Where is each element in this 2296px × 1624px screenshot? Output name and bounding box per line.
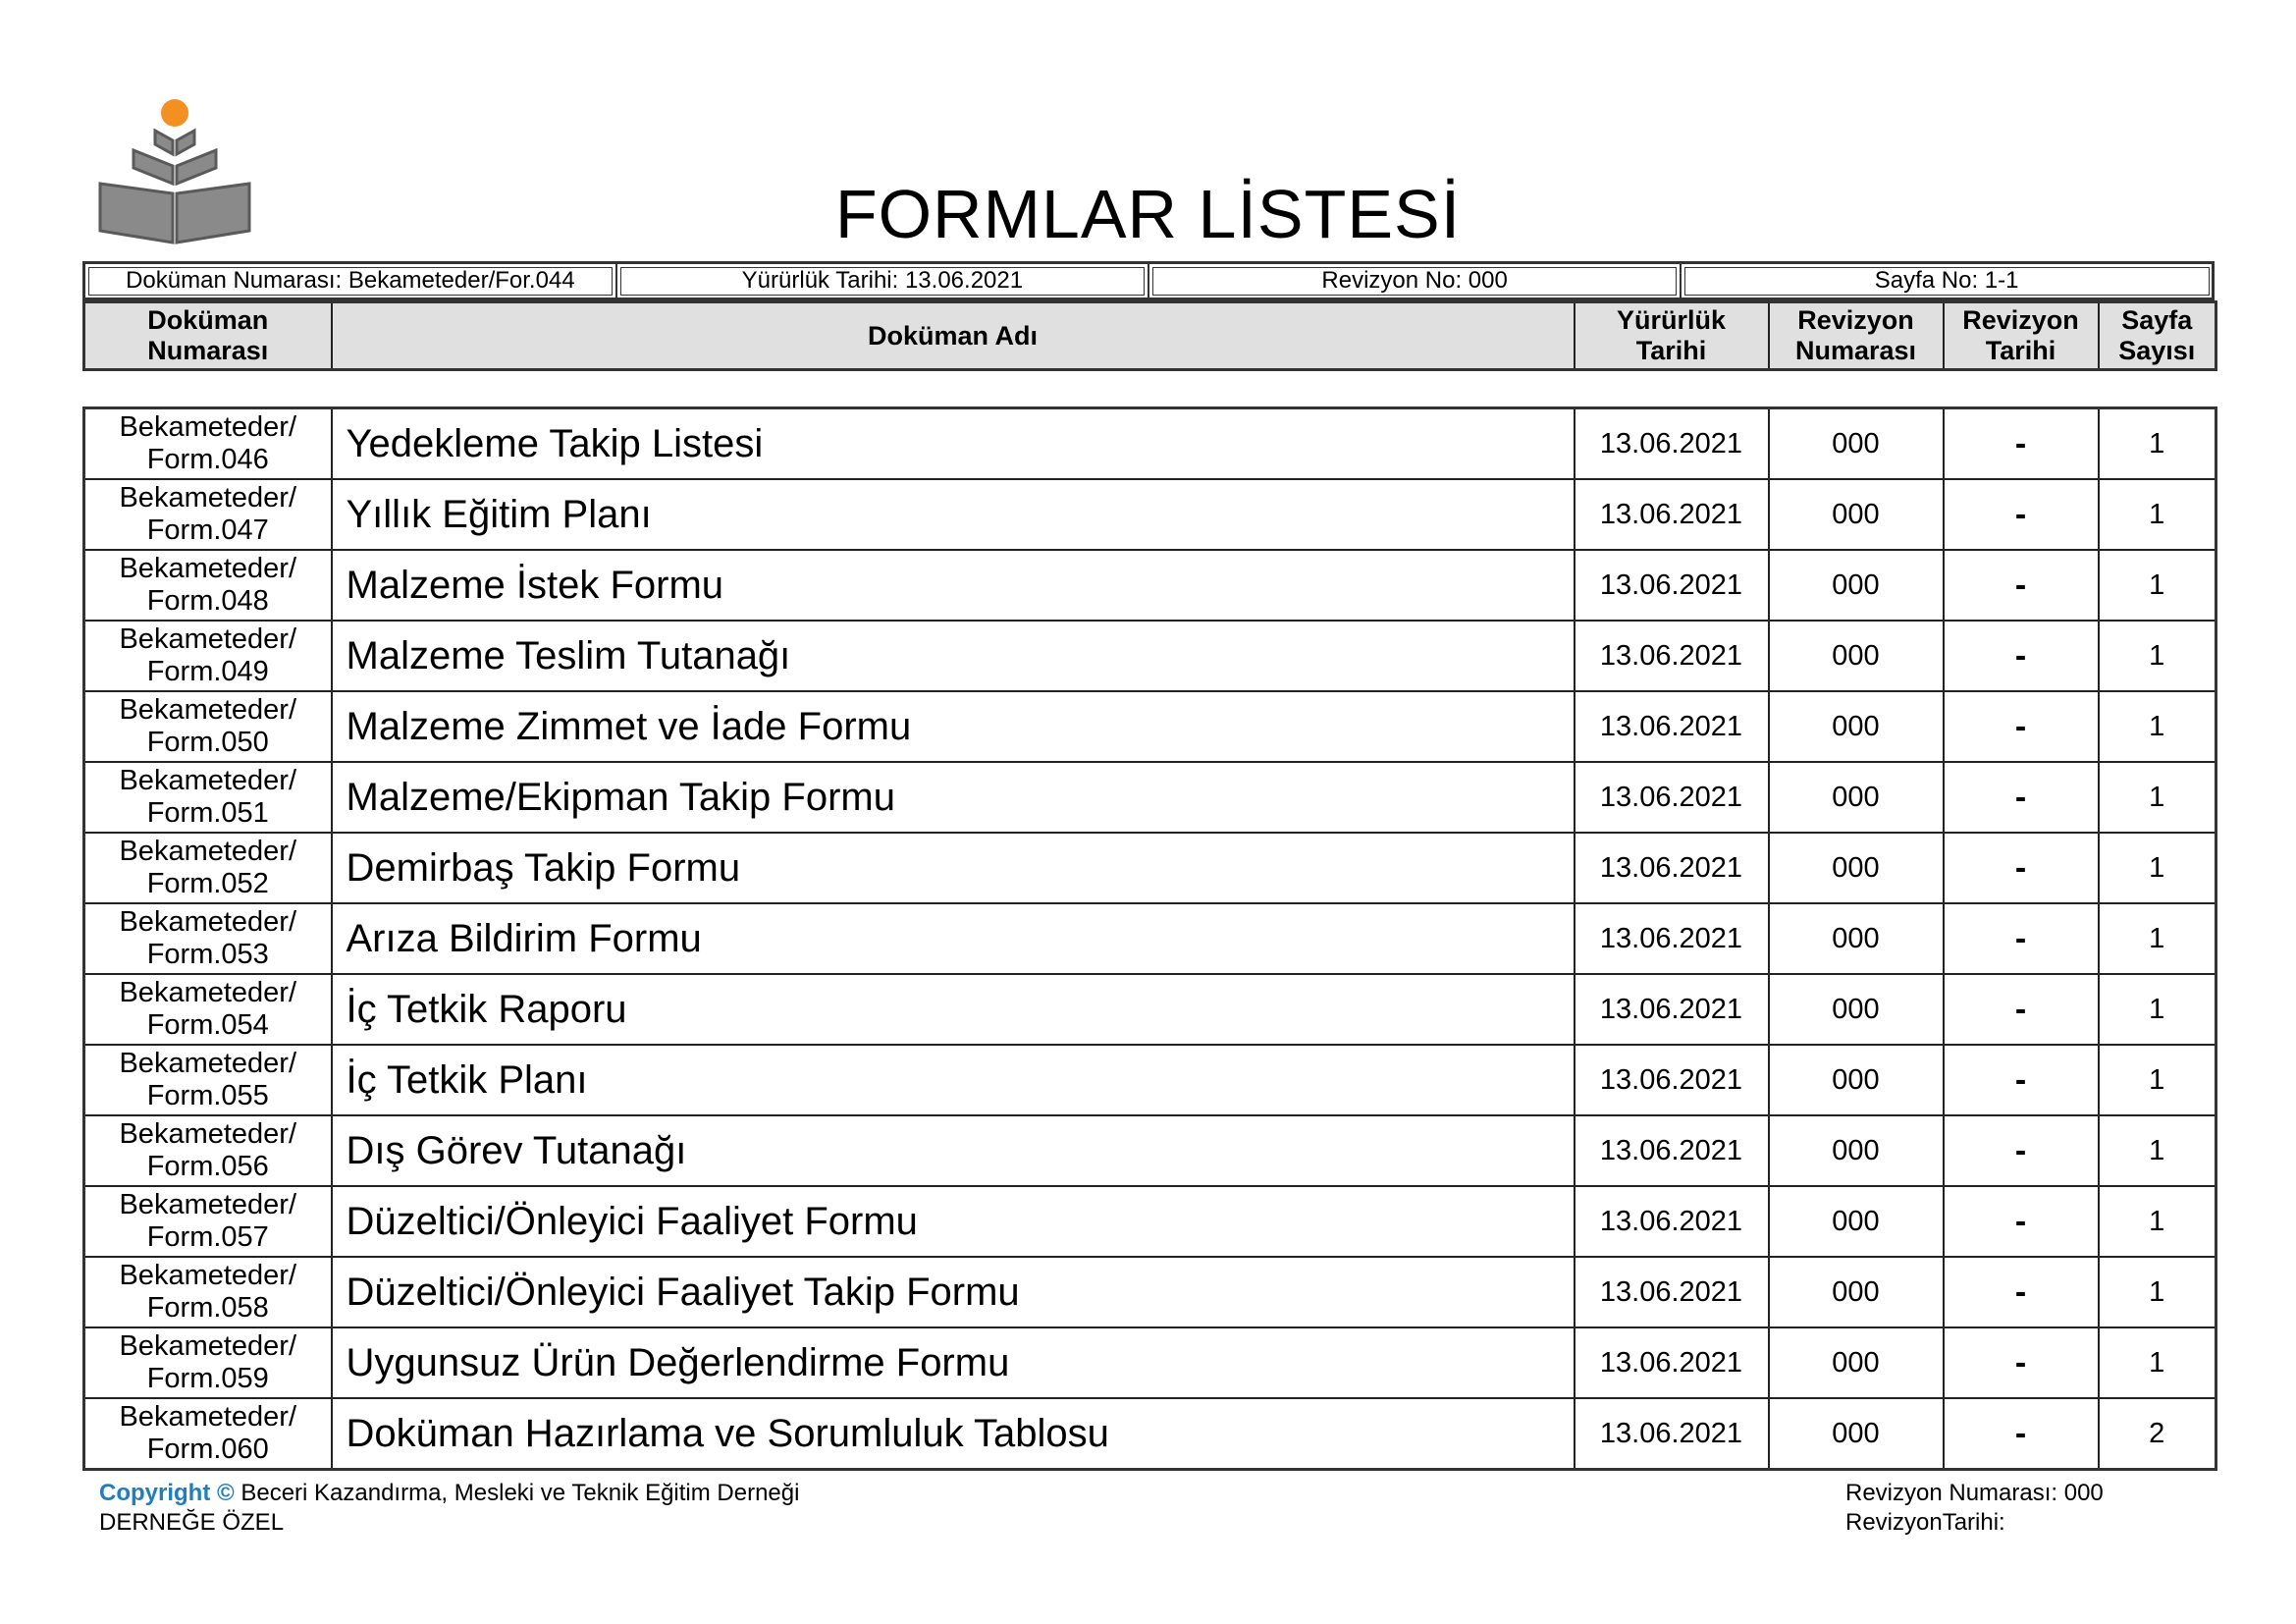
row-effective-date: 13.06.2021: [1575, 1257, 1769, 1327]
col-effective-date: Yürürlük Tarihi: [1575, 302, 1769, 370]
row-doc-no: Bekameteder/ Form.051: [84, 762, 332, 833]
row-revision-date: -: [1944, 974, 2099, 1045]
row-doc-no: Bekameteder/ Form.047: [84, 479, 332, 550]
row-page-count: 2: [2099, 1398, 2216, 1470]
row-page-count: 1: [2099, 691, 2216, 762]
row-doc-name: Arıza Bildirim Formu: [332, 903, 1575, 974]
row-revision-no: 000: [1769, 1186, 1944, 1257]
row-doc-name: Doküman Hazırlama ve Sorumluluk Tablosu: [332, 1398, 1575, 1470]
row-doc-name: Düzeltici/Önleyici Faaliyet Takip Formu: [332, 1257, 1575, 1327]
table-row: [84, 408, 2216, 480]
private-label: DERNEĞE ÖZEL: [99, 1509, 285, 1536]
row-doc-no: Bekameteder/ Form.056: [84, 1115, 332, 1186]
row-effective-date: 13.06.2021: [1575, 479, 1769, 550]
row-doc-no: Bekameteder/ Form.057: [84, 1186, 332, 1257]
row-page-count: 1: [2099, 621, 2216, 691]
table-row: [84, 1327, 2216, 1398]
meta-effective-date: Yürürlük Tarihi: 13.06.2021: [616, 263, 1148, 299]
row-doc-no: Bekameteder/ Form.046: [84, 408, 332, 480]
table-row: [84, 974, 2216, 1045]
row-page-count: 1: [2099, 1186, 2216, 1257]
row-revision-no: 000: [1769, 691, 1944, 762]
row-doc-name: Demirbaş Takip Formu: [332, 833, 1575, 903]
row-effective-date: 13.06.2021: [1575, 1327, 1769, 1398]
row-doc-name: Yıllık Eğitim Planı: [332, 479, 1575, 550]
copyright-label: Copyright ©: [99, 1480, 235, 1506]
row-page-count: 1: [2099, 903, 2216, 974]
row-page-count: 1: [2099, 762, 2216, 833]
row-doc-no: Bekameteder/ Form.049: [84, 621, 332, 691]
row-doc-name: Malzeme/Ekipman Takip Formu: [332, 762, 1575, 833]
row-page-count: 1: [2099, 1327, 2216, 1398]
row-page-count: 1: [2099, 479, 2216, 550]
row-page-count: 1: [2099, 1045, 2216, 1115]
row-effective-date: 13.06.2021: [1575, 1398, 1769, 1470]
table-row: [84, 691, 2216, 762]
row-page-count: 1: [2099, 1257, 2216, 1327]
row-doc-no: Bekameteder/ Form.058: [84, 1257, 332, 1327]
row-effective-date: 13.06.2021: [1575, 903, 1769, 974]
row-page-count: 1: [2099, 550, 2216, 621]
row-revision-no: 000: [1769, 833, 1944, 903]
table-row: [84, 1115, 2216, 1186]
row-revision-no: 000: [1769, 621, 1944, 691]
meta-doc-no: Doküman Numarası: Bekameteder/For.044: [84, 263, 616, 299]
row-revision-no: 000: [1769, 1398, 1944, 1470]
row-effective-date: 13.06.2021: [1575, 621, 1769, 691]
row-revision-date: -: [1944, 1257, 2099, 1327]
row-page-count: 1: [2099, 833, 2216, 903]
row-page-count: 1: [2099, 1115, 2216, 1186]
row-revision-date: -: [1944, 1327, 2099, 1398]
footer-right: [1845, 1479, 2104, 1538]
table-row: [84, 762, 2216, 833]
forms-table: [82, 406, 2217, 1471]
row-revision-no: 000: [1769, 1327, 1944, 1398]
row-effective-date: 13.06.2021: [1575, 762, 1769, 833]
col-doc-no: Doküman Numarası: [84, 302, 332, 370]
row-doc-name: Malzeme İstek Formu: [332, 550, 1575, 621]
row-effective-date: 13.06.2021: [1575, 408, 1769, 480]
table-row: [84, 1186, 2216, 1257]
row-doc-no: Bekameteder/ Form.048: [84, 550, 332, 621]
row-revision-date: -: [1944, 1186, 2099, 1257]
table-row: [84, 479, 2216, 550]
row-doc-name: İç Tetkik Planı: [332, 1045, 1575, 1115]
row-revision-date: -: [1944, 621, 2099, 691]
footer-revision-date: RevizyonTarihi:: [1845, 1509, 2005, 1536]
row-revision-date: -: [1944, 408, 2099, 480]
row-effective-date: 13.06.2021: [1575, 1045, 1769, 1115]
row-doc-name: Uygunsuz Ürün Değerlendirme Formu: [332, 1327, 1575, 1398]
row-doc-name: Yedekleme Takip Listesi: [332, 408, 1575, 480]
row-revision-date: -: [1944, 1115, 2099, 1186]
row-effective-date: 13.06.2021: [1575, 1115, 1769, 1186]
row-effective-date: 13.06.2021: [1575, 833, 1769, 903]
row-doc-no: Bekameteder/ Form.050: [84, 691, 332, 762]
row-doc-name: İç Tetkik Raporu: [332, 974, 1575, 1045]
row-revision-date: -: [1944, 903, 2099, 974]
row-revision-no: 000: [1769, 1257, 1944, 1327]
row-doc-name: Dış Görev Tutanağı: [332, 1115, 1575, 1186]
row-revision-date: -: [1944, 479, 2099, 550]
row-doc-no: Bekameteder/ Form.052: [84, 833, 332, 903]
row-doc-no: Bekameteder/ Form.059: [84, 1327, 332, 1398]
table-row: [84, 903, 2216, 974]
col-revision-no: Revizyon Numarası: [1769, 302, 1944, 370]
copyright-text: Beceri Kazandırma, Mesleki ve Teknik Eğitim Derneği: [234, 1480, 800, 1506]
col-page-count: Sayfa Sayısı: [2099, 302, 2216, 370]
table-row: [84, 1398, 2216, 1470]
row-revision-date: -: [1944, 1398, 2099, 1470]
document-meta-bar: [82, 261, 2215, 300]
table-row: [84, 550, 2216, 621]
row-revision-date: -: [1944, 1045, 2099, 1115]
col-revision-date: Revizyon Tarihi: [1944, 302, 2099, 370]
row-effective-date: 13.06.2021: [1575, 974, 1769, 1045]
meta-page-no: Sayfa No: 1-1: [1681, 263, 2213, 299]
table-row: [84, 621, 2216, 691]
row-doc-name: Malzeme Teslim Tutanağı: [332, 621, 1575, 691]
row-doc-name: Düzeltici/Önleyici Faaliyet Formu: [332, 1186, 1575, 1257]
page-title: FORMLAR LİSTESİ: [834, 176, 1462, 252]
row-revision-no: 000: [1769, 1045, 1944, 1115]
row-revision-date: -: [1944, 550, 2099, 621]
row-revision-no: 000: [1769, 550, 1944, 621]
footer-revision-no: Revizyon Numarası: 000: [1845, 1480, 2104, 1506]
row-revision-no: 000: [1769, 974, 1944, 1045]
row-revision-no: 000: [1769, 903, 1944, 974]
table-row: [84, 833, 2216, 903]
row-effective-date: 13.06.2021: [1575, 550, 1769, 621]
row-revision-date: -: [1944, 691, 2099, 762]
col-doc-name: Doküman Adı: [332, 302, 1575, 370]
row-effective-date: 13.06.2021: [1575, 1186, 1769, 1257]
row-revision-no: 000: [1769, 762, 1944, 833]
row-doc-no: Bekameteder/ Form.060: [84, 1398, 332, 1470]
table-row: [84, 1045, 2216, 1115]
row-revision-date: -: [1944, 762, 2099, 833]
row-revision-no: 000: [1769, 408, 1944, 480]
meta-revision-no: Revizyon No: 000: [1148, 263, 1681, 299]
table-header: [82, 300, 2217, 371]
footer-left: [99, 1479, 799, 1538]
row-doc-name: Malzeme Zimmet ve İade Formu: [332, 691, 1575, 762]
row-page-count: 1: [2099, 974, 2216, 1045]
row-revision-no: 000: [1769, 1115, 1944, 1186]
row-doc-no: Bekameteder/ Form.055: [84, 1045, 332, 1115]
row-doc-no: Bekameteder/ Form.053: [84, 903, 332, 974]
row-revision-no: 000: [1769, 479, 1944, 550]
table-row: [84, 1257, 2216, 1327]
row-page-count: 1: [2099, 408, 2216, 480]
row-doc-no: Bekameteder/ Form.054: [84, 974, 332, 1045]
row-effective-date: 13.06.2021: [1575, 691, 1769, 762]
row-revision-date: -: [1944, 833, 2099, 903]
